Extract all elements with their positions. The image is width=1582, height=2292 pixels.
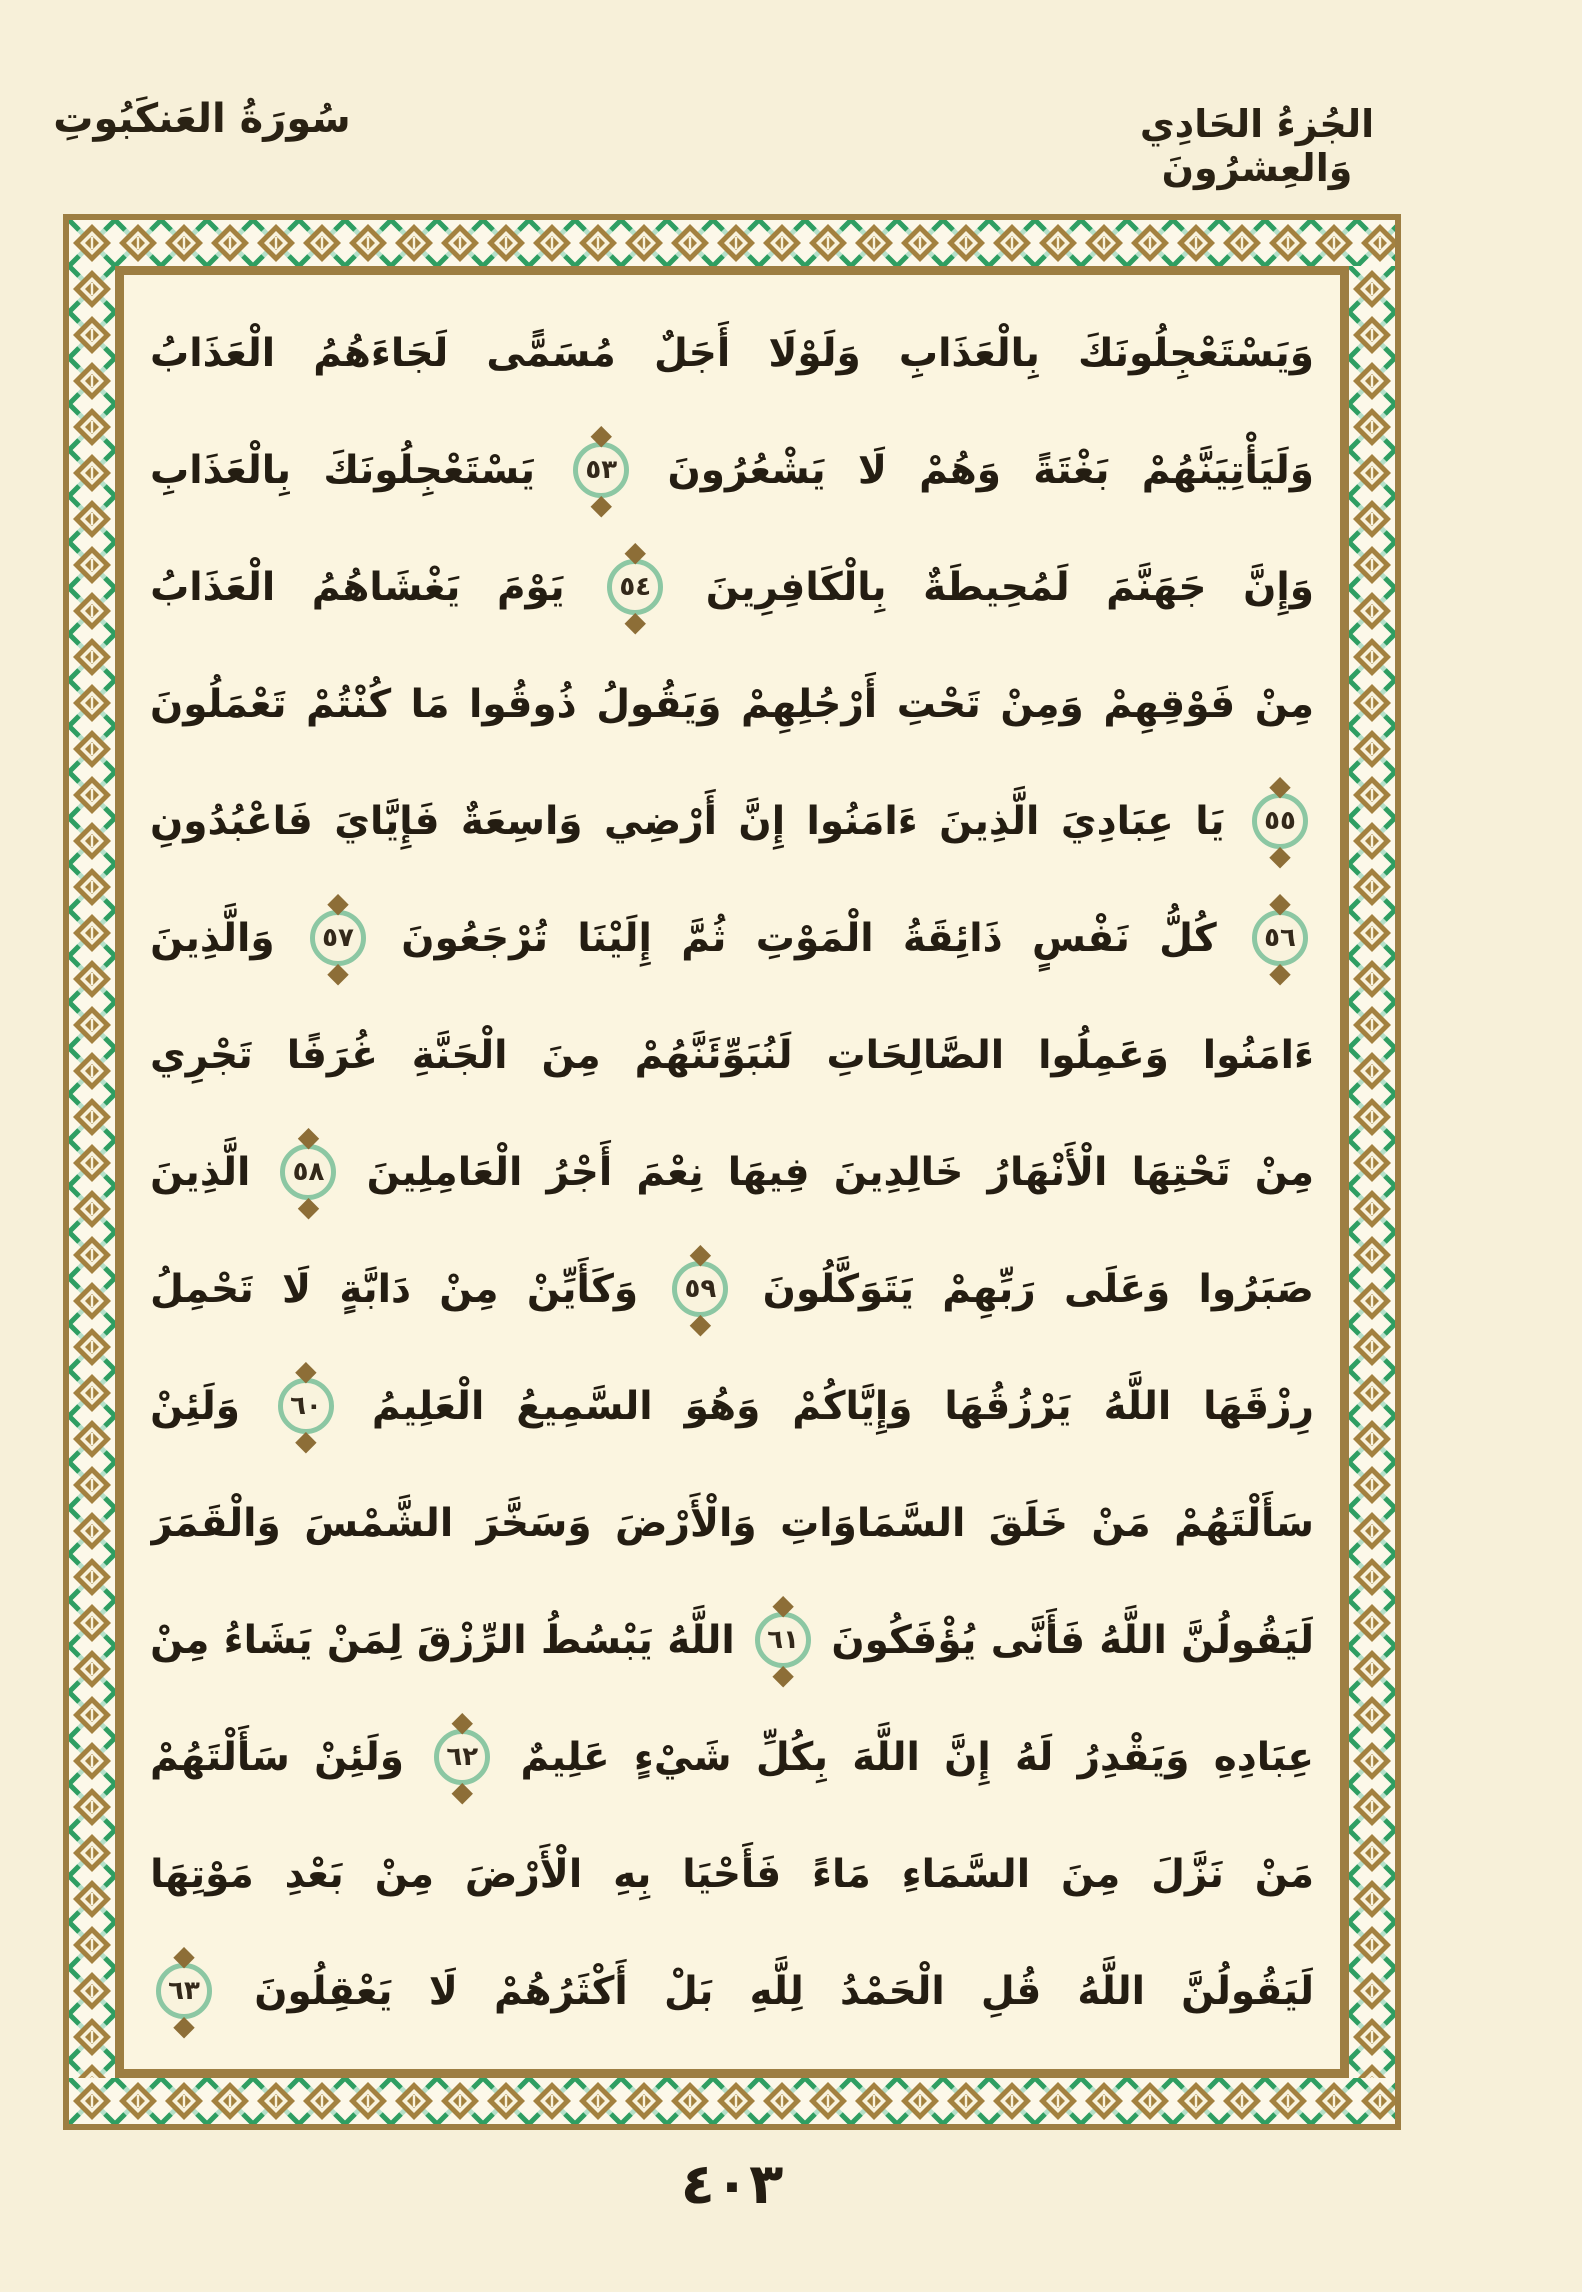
word: يَا — [1195, 798, 1225, 844]
word: وَيَقُولُ — [596, 681, 722, 727]
word: لِمَنْ — [326, 1617, 403, 1663]
word: مَنْ — [1091, 1500, 1151, 1546]
word: مِنَ — [541, 1032, 601, 1078]
word: قُلِ — [980, 1968, 1042, 2014]
word: الْعَذَابُ — [150, 564, 276, 610]
word: وَلَوْلَا — [768, 330, 861, 376]
word: أَكْثَرُهُمْ — [493, 1968, 628, 2014]
word: السَّمِيعُ — [516, 1383, 653, 1429]
word: مُسَمًّى — [486, 330, 616, 376]
ayah-end-medallion: ◆ ٥٨ ◆ — [280, 1144, 336, 1200]
word: تَحْتِ — [896, 681, 981, 727]
word: مَا — [410, 681, 450, 727]
word: بَغْتَةً — [1033, 447, 1110, 493]
word: ذُوقُوا — [469, 681, 577, 727]
quran-line — [150, 295, 1314, 411]
word: الْعَلِيمُ — [371, 1383, 485, 1429]
word: اللَّهُ — [667, 1617, 735, 1663]
word: بِالْعَذَابِ — [898, 330, 1040, 376]
word: تَجْرِي — [150, 1032, 253, 1078]
word: فَاعْبُدُونِ — [150, 798, 313, 844]
quran-line — [150, 1231, 1314, 1347]
word: عَلِيمٌ — [520, 1734, 610, 1780]
word: مَوْتِهَا — [150, 1851, 254, 1897]
word: وَسَخَّرَ — [476, 1500, 592, 1546]
word: الرِّزْقَ — [417, 1617, 527, 1663]
word: رِزْقَهَا — [1203, 1383, 1314, 1429]
word: وَعَلَى — [1063, 1266, 1171, 1312]
word: لَا — [428, 1968, 458, 2014]
word: شَيْءٍ — [633, 1734, 732, 1780]
word: وَإِيَّاكُمْ — [792, 1383, 913, 1429]
word: أَرْجُلِهِمْ — [740, 681, 878, 727]
word: فِيهَا — [727, 1149, 810, 1195]
word: إِنَّ — [738, 798, 786, 844]
word: وَالْقَمَرَ — [150, 1500, 281, 1546]
word: ءَامَنُوا — [806, 798, 918, 844]
surah-title: سُورَةُ العَنكَبُوتِ — [53, 96, 351, 142]
word: إِلَيْنَا — [577, 915, 652, 961]
word: يَرْزُقُهَا — [944, 1383, 1072, 1429]
word: بِهِ — [613, 1851, 652, 1897]
ayah-end-medallion: ◆ ٥٧ ◆ — [310, 910, 366, 966]
word: خَالِدِينَ — [833, 1149, 964, 1195]
word: تَحْتِهَا — [1131, 1149, 1231, 1195]
word: نَفْسٍ — [1032, 915, 1130, 961]
word: لَجَاءَهُمُ — [313, 330, 449, 376]
word: وَيَسْتَعْجِلُونَكَ — [1078, 330, 1314, 376]
word: الشَّمْسَ — [304, 1500, 454, 1546]
word: يَسْتَعْجِلُونَكَ — [323, 447, 536, 493]
word: فَإِيَّايَ — [334, 798, 440, 844]
word: أَرْضِي — [604, 798, 717, 844]
word: الصَّالِحَاتِ — [826, 1032, 1005, 1078]
word: سَأَلْتَهُمْ — [1174, 1500, 1314, 1546]
word: وَلَئِنْ — [150, 1383, 240, 1429]
quran-line — [150, 1114, 1314, 1230]
word: وَالَّذِينَ — [150, 915, 275, 961]
word: بِكُلِّ — [755, 1734, 829, 1780]
word: لَيَقُولُنَّ — [1181, 1968, 1314, 2014]
quran-line — [150, 1699, 1314, 1815]
word: فَوْقِهِمْ — [1103, 681, 1236, 727]
ayah-end-medallion: ◆ ٦١ ◆ — [755, 1612, 811, 1668]
word: وَإِنَّ — [1243, 564, 1314, 610]
word: جَهَنَّمَ — [1106, 564, 1207, 610]
word: الْأَرْضَ — [464, 1851, 583, 1897]
word: السَّمَاءِ — [901, 1851, 1031, 1897]
border-ornament-left — [69, 266, 115, 2078]
word: وَلَئِنْ — [314, 1734, 405, 1780]
word: أَجْرُ — [546, 1149, 613, 1195]
word: يَتَوَكَّلُونَ — [762, 1266, 915, 1312]
word: الْأَنْهَارُ — [987, 1149, 1108, 1195]
word: نِعْمَ — [636, 1149, 704, 1195]
word: لَيَقُولُنَّ — [1181, 1617, 1314, 1663]
ayah-end-medallion: ◆ ٥٣ ◆ — [573, 442, 629, 498]
word: خَلَقَ — [988, 1500, 1068, 1546]
word: لَهُ — [1015, 1734, 1054, 1780]
word: مَنْ — [1254, 1851, 1314, 1897]
word: يَوْمَ — [496, 564, 565, 610]
word: كُلُّ — [1159, 915, 1217, 961]
word: تَعْمَلُونَ — [150, 681, 287, 727]
quran-line — [150, 1348, 1314, 1464]
border-ornament-bottom — [69, 2078, 1395, 2124]
word: وَاسِعَةٌ — [460, 798, 583, 844]
word: بِالْكَافِرِينَ — [705, 564, 887, 610]
word: إِنَّ — [944, 1734, 991, 1780]
word: الْحَمْدُ — [839, 1968, 945, 2014]
word: يَغْشَاهُمُ — [311, 564, 461, 610]
word: وَهُمْ — [919, 447, 1002, 493]
word: يَشْعُرُونَ — [667, 447, 826, 493]
quran-line — [150, 646, 1314, 762]
word: الَّذِينَ — [150, 1149, 251, 1195]
word: عِبَادِهِ — [1213, 1734, 1314, 1780]
ayah-end-medallion: ◆ ٦٠ ◆ — [278, 1378, 334, 1434]
quran-line — [150, 1816, 1314, 1932]
word: لَا — [857, 447, 887, 493]
word: وَمِنْ — [1000, 681, 1084, 727]
quran-line — [150, 412, 1314, 528]
word: اللَّهُ — [1099, 1617, 1167, 1663]
word: وَعَمِلُوا — [1038, 1032, 1169, 1078]
word: أَجَلٌ — [653, 330, 731, 376]
word: ءَامَنُوا — [1202, 1032, 1314, 1078]
word: دَابَّةٍ — [339, 1266, 412, 1312]
word: مِنْ — [1254, 1149, 1314, 1195]
word: يَشَاءُ — [223, 1617, 313, 1663]
word: لِلَّهِ — [749, 1968, 804, 2014]
word: الْعَذَابُ — [150, 330, 276, 376]
quran-line — [150, 1933, 1314, 2049]
quran-line — [150, 1465, 1314, 1581]
word: كُنْتُمْ — [306, 681, 392, 727]
word: يُؤْفَكُونَ — [831, 1617, 977, 1663]
word: مِنْ — [439, 1266, 499, 1312]
ayah-end-medallion: ◆ ٦٢ ◆ — [434, 1729, 490, 1785]
quran-text-panel — [124, 275, 1340, 2069]
word: لَنُبَوِّئَنَّهُمْ — [634, 1032, 793, 1078]
word: يَعْقِلُونَ — [254, 1968, 393, 2014]
word: السَّمَاوَاتِ — [780, 1500, 966, 1546]
word: وَهُوَ — [684, 1383, 761, 1429]
word: لَا — [282, 1266, 312, 1312]
border-ornament-right — [1349, 266, 1395, 2078]
word: اللَّهُ — [1103, 1383, 1172, 1429]
page-frame — [63, 214, 1401, 2130]
word: وَيَقْدِرُ — [1077, 1734, 1190, 1780]
word: نَزَّلَ — [1151, 1851, 1224, 1897]
word: بَلْ — [663, 1968, 714, 2014]
word: فَأَنَّى — [990, 1617, 1086, 1663]
juz-title: الجُزءُ الحَادِي وَالعِشرُونَ — [1139, 102, 1375, 190]
word: مِنَ — [1060, 1851, 1121, 1897]
border-ornament-top — [69, 220, 1395, 266]
ayah-end-medallion: ◆ ٦٣ ◆ — [156, 1963, 212, 2019]
word: مِنْ — [1254, 681, 1314, 727]
word: وَالْأَرْضَ — [615, 1500, 757, 1546]
word: وَلَيَأْتِيَنَّهُمْ — [1141, 447, 1314, 493]
word: الْمَوْتِ — [755, 915, 874, 961]
word: اللَّهَ — [852, 1734, 920, 1780]
word: فَأَحْيَا — [682, 1851, 782, 1897]
word: سَأَلْتَهُمْ — [150, 1734, 290, 1780]
word: الْعَامِلِينَ — [366, 1149, 523, 1195]
word: ثُمَّ — [681, 915, 727, 961]
word: غُرَفًا — [286, 1032, 378, 1078]
word: تَحْمِلُ — [150, 1266, 254, 1312]
word: وَكَأَيِّنْ — [526, 1266, 639, 1312]
page-number: ٤٠٣ — [680, 2152, 784, 2217]
word: لَمُحِيطَةٌ — [923, 564, 1070, 610]
word: تُرْجَعُونَ — [401, 915, 549, 961]
word: الْجَنَّةِ — [411, 1032, 508, 1078]
ayah-end-medallion: ◆ ٥٩ ◆ — [672, 1261, 728, 1317]
word: مِنْ — [374, 1851, 434, 1897]
ayah-end-medallion: ◆ ٥٥ ◆ — [1252, 793, 1308, 849]
quran-line — [150, 529, 1314, 645]
word: مَاءً — [812, 1851, 871, 1897]
word: بِالْعَذَابِ — [150, 447, 292, 493]
ayah-end-medallion: ◆ ٥٦ ◆ — [1252, 910, 1308, 966]
word: ذَائِقَةُ — [902, 915, 1003, 961]
word: بَعْدِ — [284, 1851, 344, 1897]
quran-line — [150, 880, 1314, 996]
word: اللَّهُ — [1077, 1968, 1146, 2014]
word: عِبَادِيَ — [1060, 798, 1174, 844]
ayah-end-medallion: ◆ ٥٤ ◆ — [607, 559, 663, 615]
quran-line — [150, 763, 1314, 879]
quran-line — [150, 1582, 1314, 1698]
word: الَّذِينَ — [939, 798, 1040, 844]
word: مِنْ — [150, 1617, 210, 1663]
word: يَبْسُطُ — [540, 1617, 653, 1663]
quran-line — [150, 997, 1314, 1113]
word: صَبَرُوا — [1198, 1266, 1314, 1312]
word: رَبِّهِمْ — [942, 1266, 1036, 1312]
